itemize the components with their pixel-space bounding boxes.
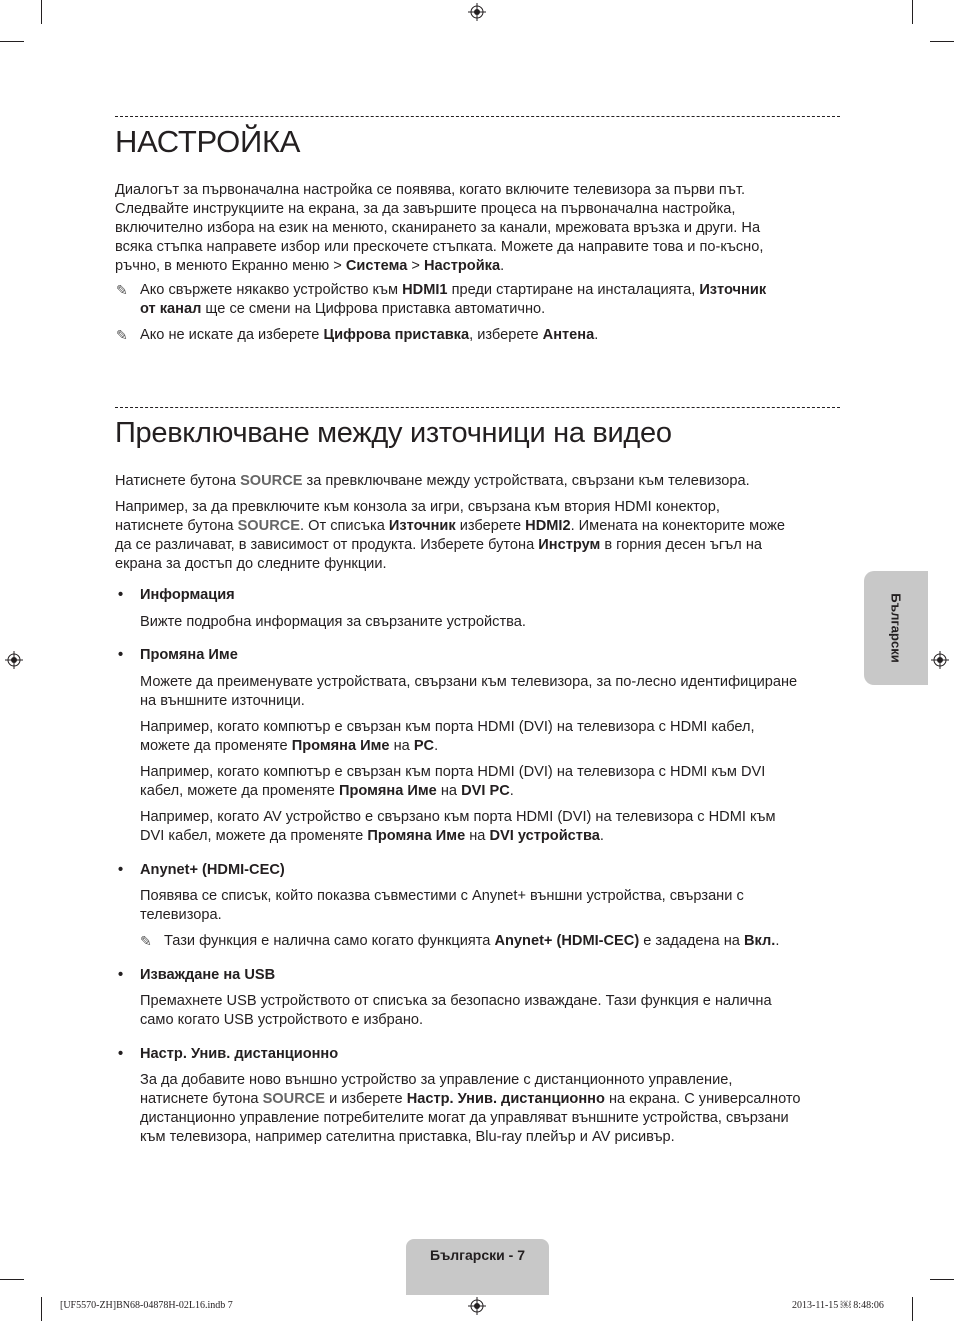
setup-intro-line: Следвайте инструкциите на екрана, за да завършите процеса на първоначална настройка, bbox=[115, 201, 736, 217]
registration-mark-icon bbox=[5, 651, 23, 669]
crop-mark bbox=[930, 41, 954, 42]
registration-mark-icon bbox=[931, 651, 949, 669]
source-example-line: да се различават, в зависимост от продукта. Изберете бутона Инструм в горния десен ъгъл на bbox=[115, 537, 763, 553]
bullet-remote-title: • Настр. Унив. дистанционно bbox=[140, 1045, 840, 1064]
pencil-note-icon: ✎ bbox=[116, 282, 128, 298]
rename-desc-line: на външните източници. bbox=[140, 693, 305, 709]
rename-desc-line: Можете да преименувате устройствата, свързани към телевизора, за по-лесно идентифициране bbox=[140, 674, 798, 690]
setup-intro-line: всяка стъпка направете избор или прескочете стъпката. Можете да направите това и по-късно, bbox=[115, 239, 764, 255]
anynet-note: ✎ Тази функция е налична само когато функцията Anynet+ (HDMI-CEC) е зададена на Вкл.. bbox=[140, 933, 780, 949]
language-side-tab bbox=[864, 571, 928, 685]
crop-mark bbox=[912, 0, 913, 24]
source-example-line: натиснете бутона SOURCE. От списъка Източник изберете HDMI2. Имената на конекторите може bbox=[115, 518, 785, 534]
crop-mark bbox=[41, 1297, 42, 1321]
anynet-desc-line: телевизора. bbox=[140, 907, 222, 923]
language-side-tab-label: Български bbox=[888, 593, 904, 663]
usb-desc-line: Премахнете USB устройството от списъка за безопасно изваждане. Тази функция е налична bbox=[140, 993, 772, 1009]
rename-example-pc: можете да променяте Промяна Име на PC. bbox=[140, 738, 439, 754]
crop-mark bbox=[0, 41, 24, 42]
remote-desc-line: дистанционно управление потребителите могат да управляват външните устройства, свързани bbox=[140, 1110, 789, 1126]
setup-note-hdmi: ✎ Ако свържете някакво устройство към HDMI1 преди стартиране на инсталацията, Източник от канал ще се смени на Цифрова приставка автоматично. bbox=[116, 282, 767, 317]
section-divider bbox=[115, 116, 840, 117]
bullet-info-title: • Информация bbox=[140, 586, 840, 605]
bullet-anynet-title: • Anynet+ (HDMI-CEC) bbox=[140, 861, 840, 880]
rename-example-dvi-device: DVI кабел, можете да променяте Промяна Име на DVI устройства. bbox=[140, 828, 604, 844]
setup-intro-line: Диалогът за първоначална настройка се появява, когато включите телевизора за първи път. bbox=[115, 182, 746, 198]
setup-note-antenna: ✎ Ако не искате да изберете Цифрова приставка, изберете Антена. bbox=[116, 327, 599, 343]
usb-desc-line: само когато USB устройството е избрано. bbox=[140, 1012, 424, 1028]
imprint-file-info: [UF5570-ZH]BN68-04878H-02L16.indb 7 bbox=[60, 1300, 233, 1311]
rename-example-pc: Например, когато компютър е свързан към порта HDMI (DVI) на телевизора с HDMI кабел, bbox=[140, 719, 755, 735]
bullet-rename-title: • Промяна Име bbox=[140, 646, 840, 665]
crop-mark bbox=[0, 1279, 24, 1280]
pencil-note-icon: ✎ bbox=[140, 933, 152, 949]
page-number-tab bbox=[406, 1239, 549, 1295]
remote-desc-line: За да добавите ново външно устройство за управление с дистанционното управление, bbox=[140, 1072, 733, 1088]
remote-desc-line: натиснете бутона SOURCE и изберете Настр. Унив. дистанционно на екрана. С универсалното bbox=[140, 1091, 801, 1107]
page-number-label: Български - 7 bbox=[430, 1247, 525, 1263]
registration-mark-icon bbox=[468, 3, 486, 21]
remote-desc-line: към телевизора, например сателитна приставка, Blu-ray плейър и AV рисивър. bbox=[140, 1129, 675, 1145]
section-divider bbox=[115, 407, 840, 408]
pencil-note-icon: ✎ bbox=[116, 327, 128, 343]
bullet-info-desc: Вижте подробна информация за свързаните устройства. bbox=[140, 614, 526, 630]
source-intro: Натиснете бутона SOURCE за превключване между устройствата, свързани към телевизора. bbox=[115, 473, 750, 489]
rename-example-dvi-pc: кабел, можете да променяте Промяна Име на DVI PC. bbox=[140, 783, 514, 799]
crop-mark bbox=[930, 1279, 954, 1280]
registration-mark-icon bbox=[468, 1297, 486, 1315]
setup-intro-line: ръчно, в менюто Екранно меню > Система > Настройка. bbox=[115, 258, 505, 274]
source-example-line: екрана за достъп до следните функции. bbox=[115, 556, 387, 572]
crop-mark bbox=[41, 0, 42, 24]
setup-intro-line: включително избора на език на менюто, сканирането за канали, мрежовата връзка и други. На bbox=[115, 220, 761, 236]
crop-mark bbox=[912, 1297, 913, 1321]
source-example-line: Например, за да превключите към конзола за игри, свързана към втория HDMI конектор, bbox=[115, 499, 720, 515]
rename-example-dvi-device: Например, когато AV устройство е свързано към порта HDMI (DVI) на телевизора с HDMI към bbox=[140, 809, 776, 825]
imprint-timestamp: 2013-11-15 ￼ 8:48:06 bbox=[792, 1300, 884, 1311]
section-title-source-switch: Превключване между източници на видео bbox=[115, 417, 672, 449]
rename-example-dvi-pc: Например, когато компютър е свързан към порта HDMI (DVI) на телевизора с HDMI към DVI bbox=[140, 764, 766, 780]
bullet-usb-title: • Изваждане на USB bbox=[140, 966, 840, 985]
anynet-desc-line: Появява се списък, който показва съвместими с Anynet+ външни устройства, свързани с bbox=[140, 888, 744, 904]
section-title-setup: НАСТРОЙКА bbox=[115, 124, 301, 159]
